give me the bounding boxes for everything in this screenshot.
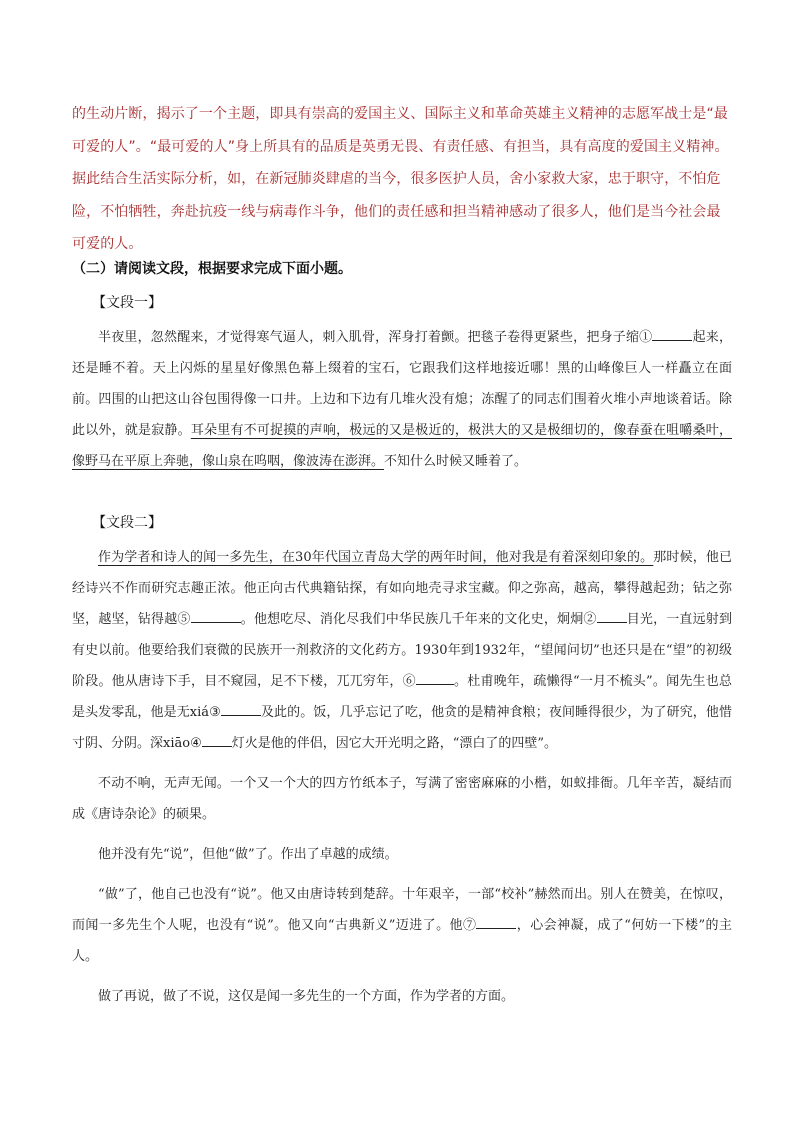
passage1-label: 【文段一】 (92, 295, 162, 311)
passage2-label: 【文段二】 (92, 515, 162, 531)
underlined-sentence: 作为学者和诗人的闻一多先生，在30年代国立青岛大学的两年时间，他对我是有着深刻印象的。 (98, 550, 654, 565)
blank-7[interactable] (476, 914, 516, 929)
answer-line: 据此结合生活实际分析，如，在新冠肺炎肆虐的当今，很多医护人员，舍小家救大家，忠于职守，不怕危 (72, 171, 721, 187)
blank-2[interactable] (597, 608, 627, 623)
passage1-sentence: 不知什么时候又睡着了。 (384, 454, 528, 469)
passage2-sentence: 。他想吃尽、消化尽我们中华民族几千年来的文化史，炯炯② (240, 612, 597, 627)
passage2-paragraph: 做了再说，做了不说，这仅是闻一多先生的一个方面，作为学者的方面。 (98, 989, 515, 1004)
answer-line: 险，不怕牺牲，奔赴抗疫一线与病毒作斗争，他们的责任感和担当精神感动了很多人，他们是当今社会最 (72, 203, 721, 220)
blank-1[interactable] (652, 326, 692, 341)
passage2-paragraph: 他并没有先“说”，但他“做”了。作出了卓越的成绩。 (98, 847, 398, 862)
passage2-sentence: 及此的。饭，几乎忘记了吃，他贪的是精神食粮；夜间睡得很少，为了研究，他惜寸阴、分阴。深xiāo④ (72, 705, 732, 751)
passage2-paragraph (72, 879, 732, 972)
passage2-sentence: 那时候，他已经诗兴不作而研究志趣正浓。他正向古代典籍钻探，有如向地壳寻求宝藏。仰之弥高，越高，攀得越起劲；钻之弥坚，越坚，钻得越⑤ (72, 550, 732, 627)
passage2-paragraph (72, 542, 732, 759)
answer-explanation (72, 98, 732, 261)
blank-5[interactable] (191, 608, 241, 623)
answer-line: 可爱的人”。“最可爱的人”身上所具有的品质是英勇无畏、有责任感、有担当，具有高度的爱国主义精神。 (72, 138, 729, 155)
blank-4[interactable] (202, 732, 232, 747)
passage1-sentence: 半夜里，忽然醒来，才觉得寒气逼人，刺入肌骨，浑身打着颤。把毯子卷得更紧些，把身子缩① (98, 330, 653, 345)
underlined-sentence: 耳朵里有不可捉摸的声响，极远的又是极近的，极洪大的又是极细切的，像春蚕在咀嚼桑叶，像野马在平原上奔驰，像山泉在呜咽，像波涛在澎湃。 (72, 423, 732, 469)
passage2-text (72, 542, 732, 1012)
passage2-sentence: 目光，一直远射到有史以前。他要给我们衰微的民族开一剂救济的文化药方。1930年到1932年，“望闻问切”也还只是在“望”的初级阶段。他从唐诗下手，目不窥园，足不下楼，兀兀穷年，⑥ (72, 612, 732, 689)
answer-line: 可爱的人。 (72, 236, 143, 252)
passage1-paragraph (72, 322, 732, 477)
blank-3[interactable] (221, 701, 261, 716)
answer-line: 的生动片断，揭示了一个主题，即具有崇高的爱国主义、国际主义和革命英雄主义精神的志愿军战士是“最 (72, 106, 728, 122)
passage1-sentence: 起来，还是睡不着。天上闪烁的星星好像黑色幕上缀着的宝石，它跟我们这样地接近哪！黑的山峰像巨人一样矗立在面前。四围的山把这山谷包围得像一口井。上边和下边有几堆火没有熄；冻醒了的同志们围着火堆小声地谈着话。除此以外，就是寂静。 (72, 330, 732, 438)
blank-6[interactable] (416, 670, 454, 685)
passage2-sentence: 。杜甫晚年，疏懒得“一月不梳头”。闻先生也总是头发零乱，他是无xiá③ (72, 674, 732, 720)
passage2-paragraph: 不动不响，无声无闻。一个又一个大的四方竹纸本子，写满了密密麻麻的小楷，如蚁排衙。几年辛苦，凝结而成《唐诗杂论》的硕果。 (72, 776, 732, 822)
passage2-sentence: ，心会神凝，成了“何妨一下楼”的主人。 (72, 918, 732, 964)
passage2-sentence: 灯火是他的伴侣，因它大开光明之路，“漂白了的四壁”。 (231, 736, 558, 751)
passage2-sentence: “做”了，他自己也没有“说”。他又由唐诗转到楚辞。十年艰辛，一部“校补”赫然而出。别人在赞美，在惊叹，而闻一多先生个人呢，也没有“说”。他又向“古典新义”迈进了。他⑦ (72, 887, 732, 933)
section-title: （二）请阅读文段，根据要求完成下面小题。 (72, 261, 352, 277)
passage1-text (72, 322, 732, 477)
